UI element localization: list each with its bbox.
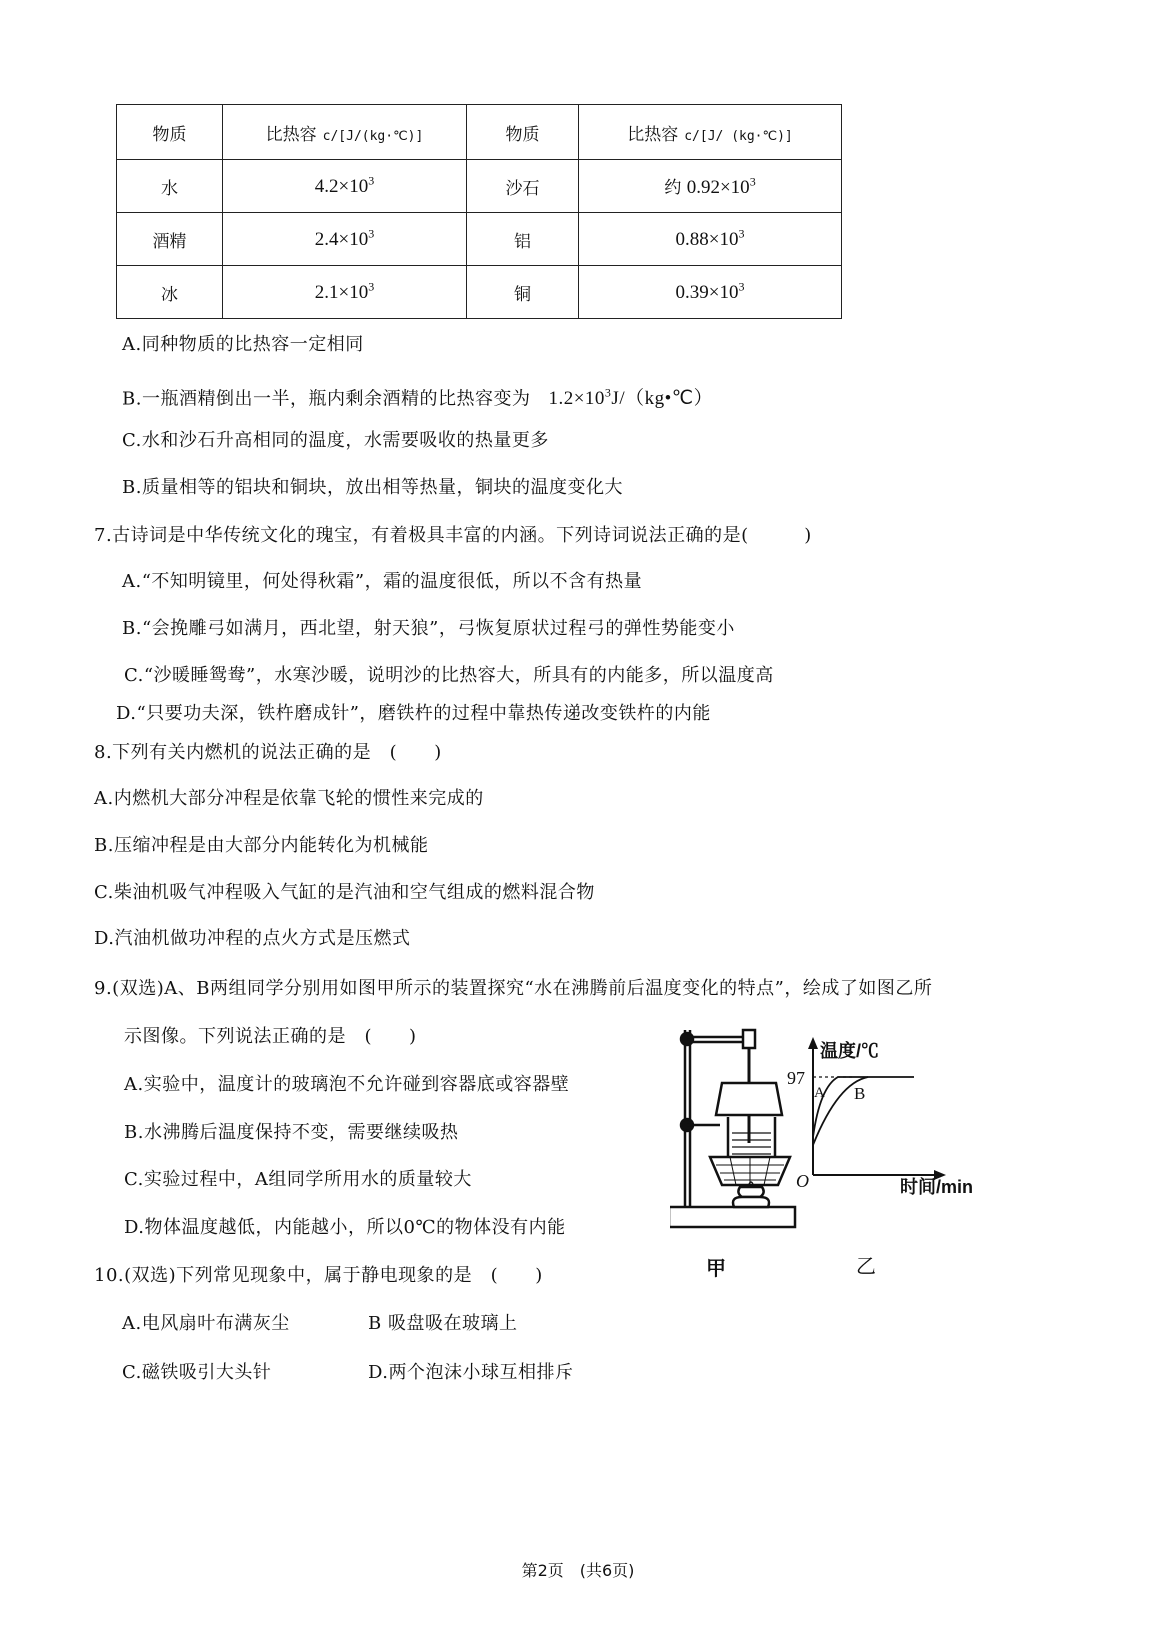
substance-cell: 冰 [117, 266, 223, 319]
stand-base [670, 1207, 795, 1227]
table-row [117, 213, 842, 266]
value-base: 0.92×10 [686, 177, 750, 198]
value-exponent: 3 [368, 226, 375, 241]
table-row [117, 266, 842, 319]
q10-option-a: A.电风扇叶布满灰尘 [122, 1313, 290, 1334]
value-exponent: 3 [738, 226, 745, 241]
value-cell [223, 160, 467, 213]
q6-option-d: B.质量相等的铝块和铜块，放出相等热量，铜块的温度变化大 [122, 477, 623, 498]
substance-cell: 铝 [467, 213, 579, 266]
header-unit: c/[J/(kg·℃)] [322, 128, 424, 144]
substance-cell: 水 [117, 160, 223, 213]
q6-option-c: C.水和沙石升高相同的温度，水需要吸收的热量更多 [122, 430, 549, 451]
header-substance-1: 物质 [117, 105, 223, 160]
value-base: 4.2×10 [314, 176, 369, 198]
value-base: 0.39×10 [675, 282, 739, 304]
q9-option-a: A.实验中，温度计的玻璃泡不允许碰到容器底或容器壁 [124, 1074, 570, 1095]
q9-stem-line-2: 示图像。下列说法正确的是 ( ) [124, 1026, 417, 1047]
substance-cell: 酒精 [117, 213, 223, 266]
header-specific-heat-2 [579, 105, 842, 160]
curve-a-label: A [814, 1085, 825, 1101]
q9-figure [670, 1025, 1030, 1285]
q7-option-a: A.“不知明镜里，何处得秋霜”，霜的温度很低，所以不含有热量 [122, 571, 643, 592]
curve-b-label: B [854, 1084, 866, 1103]
specific-heat-table [116, 104, 842, 319]
value-prefix: 约 [664, 178, 687, 198]
q8-stem: 8.下列有关内燃机的说法正确的是 ( ) [94, 742, 442, 763]
x-axis-label: 时间/min [900, 1177, 974, 1197]
formula-base: 1.2×10 [548, 388, 605, 410]
q8-option-d: D.汽油机做功冲程的点火方式是压燃式 [94, 928, 411, 949]
q9-option-c: C.实验过程中，A组同学所用水的质量较大 [124, 1169, 472, 1190]
value-cell [223, 213, 467, 266]
value-cell [223, 266, 467, 319]
value-exponent: 3 [738, 279, 745, 294]
q7-stem: 7.古诗词是中华传统文化的瑰宝，有着极具丰富的内涵。下列诗词说法正确的是( ) [94, 525, 812, 546]
q10-option-b: B 吸盘吸在玻璃上 [368, 1313, 518, 1334]
value-cell [579, 160, 842, 213]
value-base: 0.88×10 [675, 229, 739, 251]
boiling-value: 97 [787, 1068, 805, 1088]
page-footer: 第2页 (共6页) [521, 1561, 635, 1580]
q6-option-a: A.同种物质的比热容一定相同 [122, 334, 364, 355]
q9-option-d: D.物体温度越低，内能越小，所以0℃的物体没有内能 [124, 1217, 566, 1238]
formula-unit: J/（kg•℃） [611, 388, 714, 410]
value-exponent: 3 [749, 174, 756, 189]
header-unit: c/[J/ (kg·℃)] [684, 128, 793, 144]
apparatus-label: 甲 [706, 1258, 726, 1280]
q9-option-b: B.水沸腾后温度保持不变，需要继续吸热 [124, 1122, 459, 1143]
y-axis-label: 温度/℃ [820, 1041, 880, 1061]
value-base: 2.4×10 [314, 229, 369, 251]
header-substance-2: 物质 [467, 105, 579, 160]
substance-cell: 沙石 [467, 160, 579, 213]
q10-option-d: D.两个泡沫小球互相排斥 [368, 1362, 574, 1383]
value-cell [579, 213, 842, 266]
q7-option-c: C.“沙暖睡鸳鸯”，水寒沙暖，说明沙的比热容大，所具有的内能多，所以温度高 [124, 665, 774, 686]
boiling-apparatus [670, 1030, 795, 1227]
table-header-row [117, 105, 842, 160]
formula-exponent: 3 [604, 386, 612, 400]
y-axis-arrow [808, 1037, 818, 1049]
value-exponent: 3 [368, 173, 375, 188]
q10-stem: 10.(双选)下列常见现象中，属于静电现象的是 ( ) [94, 1265, 543, 1286]
graph-label: 乙 [856, 1256, 876, 1278]
header-label: 比热容 [627, 124, 679, 145]
q7-option-d: D.“只要功夫深，铁杵磨成针”，磨铁杵的过程中靠热传递改变铁杵的内能 [116, 703, 711, 724]
q8-option-b: B.压缩冲程是由大部分内能转化为机械能 [94, 835, 429, 856]
beaker-lid [716, 1083, 782, 1115]
alcohol-lamp [738, 1187, 763, 1197]
value-exponent: 3 [368, 279, 375, 294]
origin-label: O [796, 1171, 809, 1191]
table-row [117, 160, 842, 213]
q6-option-b [122, 381, 713, 411]
value-cell [579, 266, 842, 319]
header-label: 比热容 [265, 124, 317, 145]
value-base: 2.1×10 [314, 282, 369, 304]
q6-option-b-text: B.一瓶酒精倒出一半，瓶内剩余酒精的比热容变为 [122, 388, 531, 410]
q10-option-c: C.磁铁吸引大头针 [122, 1362, 272, 1383]
q6-formula [548, 388, 713, 409]
q7-option-b: B.“会挽雕弓如满月，西北望，射天狼”，弓恢复原状过程弓的弹性势能变小 [122, 618, 735, 639]
q8-option-c: C.柴油机吸气冲程吸入气缸的是汽油和空气组成的燃料混合物 [94, 882, 595, 903]
substance-cell: 铜 [467, 266, 579, 319]
q8-option-a: A.内燃机大部分冲程是依靠飞轮的惯性来完成的 [94, 788, 484, 809]
header-specific-heat-1 [223, 105, 467, 160]
q9-stem-line-1: 9.(双选)A、B两组同学分别用如图甲所示的装置探究“水在沸腾前后温度变化的特点”，绘成了如图乙所 [94, 978, 933, 999]
